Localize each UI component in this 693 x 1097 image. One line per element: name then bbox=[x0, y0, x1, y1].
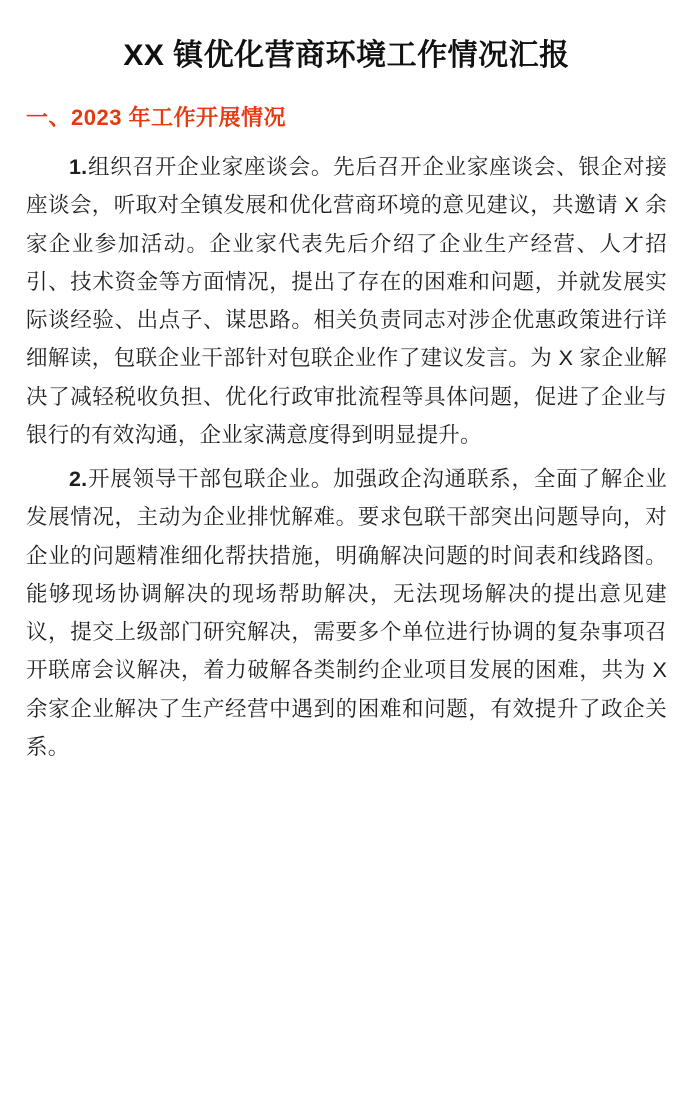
paragraph-1-text: 组织召开企业家座谈会。先后召开企业家座谈会、银企对接座谈会，听取对全镇发展和优化营商环境的意见建议，共邀请 X 余家企业参加活动。企业家代表先后介绍了企业生产经营、人才招引、技术资金等方面情况，提出了存在的困难和问题，并就发展实际谈经验、出点子、谋思路。相关负责同志对涉企优惠政策进行详细解读，包联企业干部针对包联企业作了建议发言。为 X 家企业解决了减轻税收负担、优化行政审批流程等具体问题，促进了企业与银行的有效沟通，企业家满意度得到明显提升。 bbox=[26, 155, 667, 447]
paragraph-2-number: 2. bbox=[69, 467, 88, 492]
paragraph-2-text: 开展领导干部包联企业。加强政企沟通联系，全面了解企业发展情况，主动为企业排忧解难。要求包联干部突出问题导向，对企业的问题精准细化帮扶措施，明确解决问题的时间表和线路图。能够现场协调解决的现场帮助解决，无法现场解决的提出意见建议，提交上级部门研究解决，需要多个单位进行协调的复杂事项召开联席会议解决，着力破解各类制约企业项目发展的困难，共为 X 余家企业解决了生产经营中遇到的困难和问题，有效提升了政企关系。 bbox=[26, 467, 667, 759]
paragraph-1 bbox=[26, 148, 667, 454]
paragraph-1-number: 1. bbox=[69, 155, 88, 179]
page-title: XX 镇优化营商环境工作情况汇报 bbox=[123, 39, 570, 72]
paragraph-2 bbox=[26, 460, 667, 766]
section-heading-2023: 一、2023 年工作开展情况 bbox=[26, 105, 287, 130]
